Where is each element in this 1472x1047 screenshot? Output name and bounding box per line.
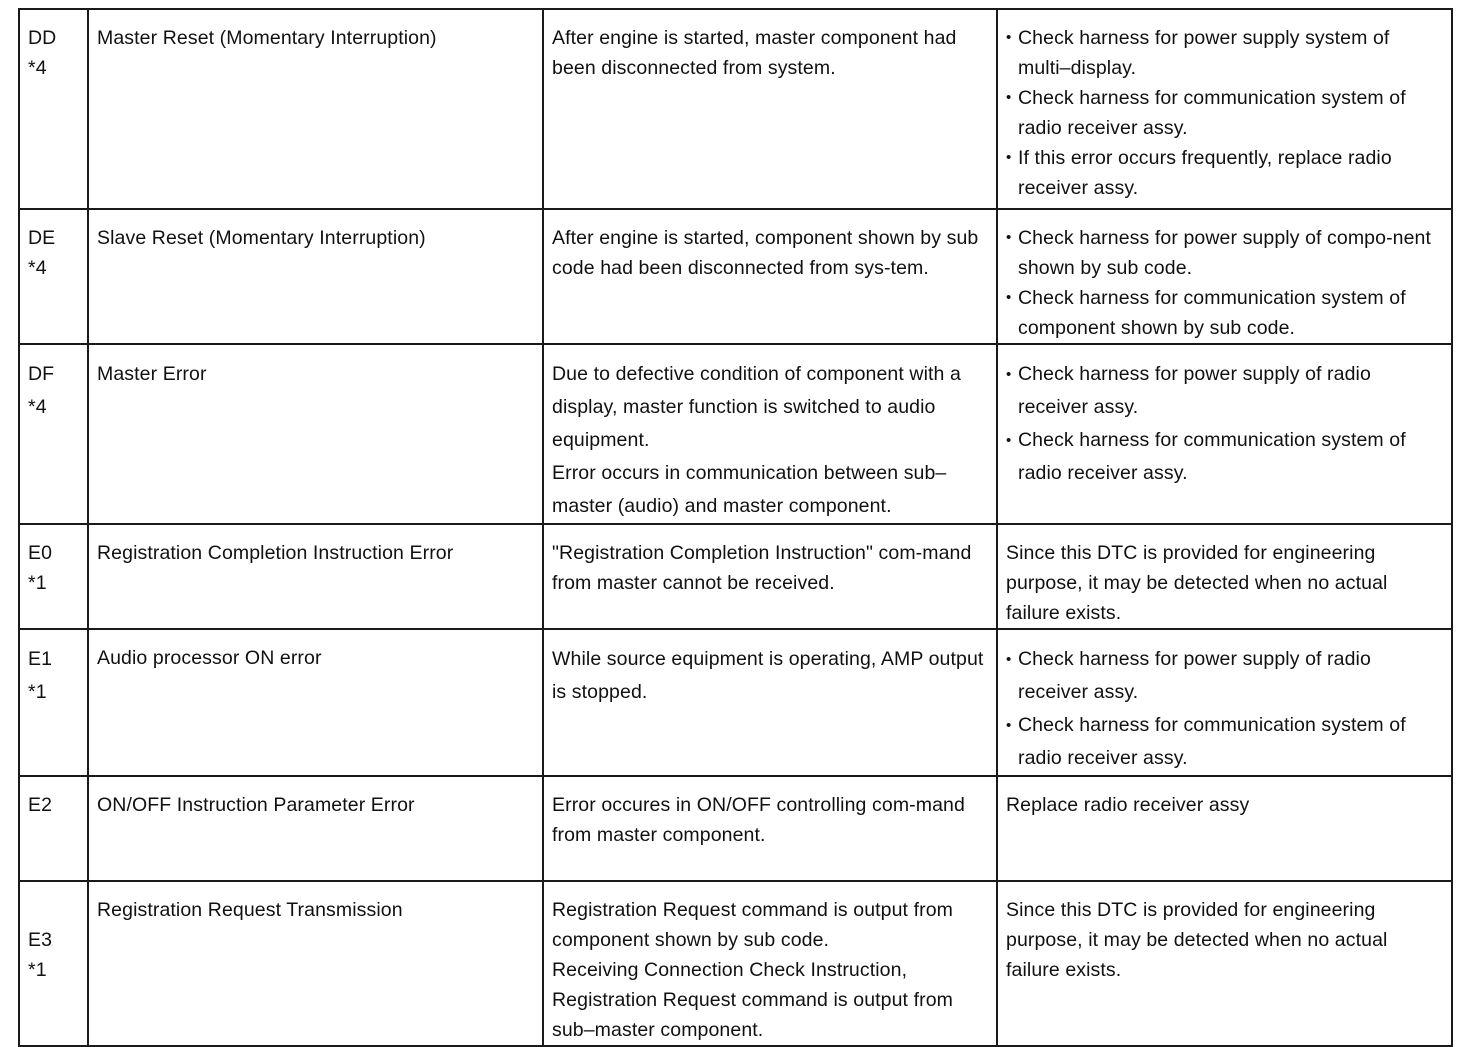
detection-item: Audio processor ON error <box>88 629 543 776</box>
table-row <box>19 629 1452 776</box>
remedy-item: • Check harness for power supply of compo-nent shown by sub code. <box>1006 223 1443 283</box>
trouble-condition <box>543 9 997 209</box>
remedy-item: • Check harness for power supply of radio receiver assy. <box>1006 643 1443 709</box>
trouble-area <box>997 524 1452 629</box>
remedy-list <box>1006 223 1443 343</box>
dtc-code: E3 <box>28 929 53 951</box>
dtc-note: *4 <box>28 257 47 279</box>
condition-text: Error occurs in communication between sub–master (audio) and master component. <box>552 462 947 517</box>
trouble-condition <box>543 524 997 629</box>
dtc-note: *4 <box>28 57 47 79</box>
remedy-item: • Check harness for communication system of radio receiver assy. <box>1006 424 1443 490</box>
detection-item: Registration Request Transmission <box>88 881 543 1046</box>
dtc-code-cell <box>19 881 88 1046</box>
trouble-condition <box>543 629 997 776</box>
table-row <box>19 344 1452 524</box>
remedy-item: • Check harness for communication system of component shown by sub code. <box>1006 283 1443 343</box>
dtc-code-cell <box>19 629 88 776</box>
table-row <box>19 9 1452 209</box>
detection-item: Master Reset (Momentary Interruption) <box>88 9 543 209</box>
dtc-code: DE <box>28 227 56 249</box>
dtc-note: *1 <box>28 959 47 981</box>
table-row <box>19 209 1452 344</box>
trouble-area <box>997 9 1452 209</box>
table-row <box>19 776 1452 881</box>
trouble-area <box>997 629 1452 776</box>
detection-item: Slave Reset (Momentary Interruption) <box>88 209 543 344</box>
dtc-note: *1 <box>28 572 47 594</box>
remedy-item: • Check harness for communication system of radio receiver assy. <box>1006 709 1443 775</box>
dtc-code: E1 <box>28 648 53 670</box>
dtc-code-cell <box>19 344 88 524</box>
trouble-condition <box>543 209 997 344</box>
trouble-area <box>997 776 1452 881</box>
detection-item: Registration Completion Instruction Error <box>88 524 543 629</box>
remedy-item: • If this error occurs frequently, replace radio receiver assy. <box>1006 143 1443 203</box>
condition-text: While source equipment is operating, AMP output is stopped. <box>552 648 984 703</box>
detection-item: Master Error <box>88 344 543 524</box>
condition-text: Due to defective condition of component with a display, master function is switched to audio equipment. <box>552 363 961 451</box>
trouble-area <box>997 344 1452 524</box>
condition-text: "Registration Completion Instruction" com-mand from master cannot be received. <box>552 542 972 594</box>
dtc-code-cell <box>19 9 88 209</box>
remedy-text: Replace radio receiver assy <box>1006 794 1250 816</box>
trouble-condition <box>543 881 997 1046</box>
remedy-text: Since this DTC is provided for engineering purpose, it may be detected when no actual failure exists. <box>1006 542 1388 624</box>
trouble-condition <box>543 776 997 881</box>
trouble-area <box>997 209 1452 344</box>
remedy-list <box>1006 23 1443 203</box>
dtc-code: E0 <box>28 542 53 564</box>
remedy-item: • Check harness for power supply system of multi–display. <box>1006 23 1443 83</box>
remedy-text: Since this DTC is provided for engineering purpose, it may be detected when no actual failure exists. <box>1006 899 1388 981</box>
dtc-table <box>18 8 1453 1047</box>
remedy-list <box>1006 358 1443 490</box>
remedy-item: • Check harness for communication system of radio receiver assy. <box>1006 83 1443 143</box>
dtc-code-cell <box>19 209 88 344</box>
table-row <box>19 524 1452 629</box>
detection-item: ON/OFF Instruction Parameter Error <box>88 776 543 881</box>
trouble-area <box>997 881 1452 1046</box>
condition-text: Error occures in ON/OFF controlling com-mand from master component. <box>552 794 965 846</box>
condition-text: After engine is started, component shown by sub code had been disconnected from sys-tem. <box>552 227 979 279</box>
dtc-code-cell <box>19 524 88 629</box>
dtc-note: *1 <box>28 681 47 703</box>
dtc-note: *4 <box>28 396 47 418</box>
condition-text: Registration Request command is output from component shown by sub code. <box>552 899 953 951</box>
table-row <box>19 881 1452 1046</box>
trouble-condition <box>543 344 997 524</box>
dtc-code-cell <box>19 776 88 881</box>
dtc-code: E2 <box>28 794 53 816</box>
condition-text: After engine is started, master component had been disconnected from system. <box>552 27 957 79</box>
remedy-list <box>1006 643 1443 775</box>
condition-text: Receiving Connection Check Instruction, Registration Request command is output from sub–master component. <box>552 959 953 1041</box>
remedy-item: • Check harness for power supply of radio receiver assy. <box>1006 358 1443 424</box>
dtc-code: DF <box>28 363 55 385</box>
dtc-code: DD <box>28 27 57 49</box>
